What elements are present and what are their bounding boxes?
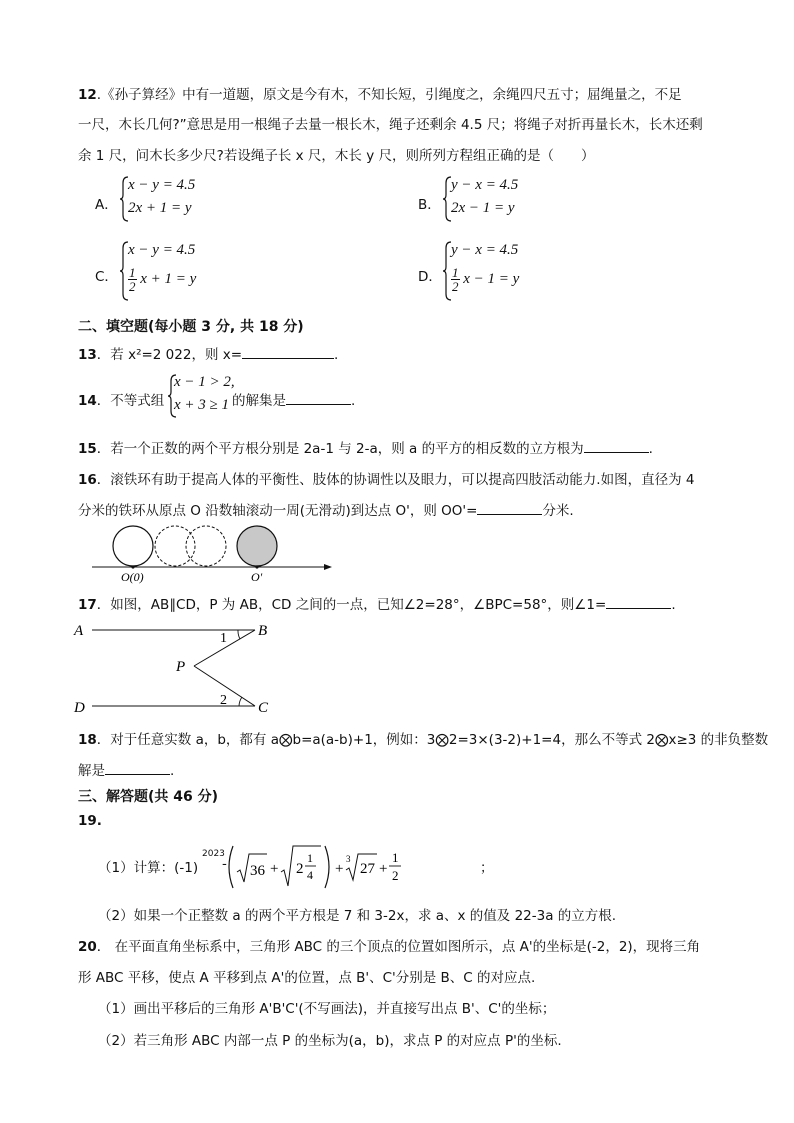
label-c: C (258, 700, 269, 716)
svg-text:2: 2 (296, 861, 304, 877)
option-c-system (120, 240, 240, 302)
section-3-title: 三、解答题(共 46 分) (78, 789, 219, 805)
option-b-eq1: y − x = 4.5 (451, 177, 519, 193)
label-a: A (74, 623, 84, 639)
q17-answer-blank (606, 594, 671, 609)
svg-text:1: 1 (307, 851, 313, 865)
option-d-label: D． (418, 269, 442, 285)
q14-answer-blank (286, 390, 351, 405)
option-d-eq2: $\frac{1}{2}$ x − 1 = y (452, 265, 520, 294)
q13-answer-blank (242, 344, 334, 359)
svg-text:4: 4 (307, 868, 313, 882)
q18-line2: 解是 . (78, 759, 174, 779)
q16-answer-blank (477, 500, 542, 515)
option-a-label: A． (95, 197, 118, 213)
label-d: D (74, 700, 85, 716)
label-o: O(0) (121, 570, 144, 584)
hoop-rolling-2 (186, 526, 226, 566)
q19-part2: （2）如果一个正整数 a 的两个平方根是 7 和 3-2x，求 a、x 的值及 22-3a 的立方根. (98, 908, 617, 924)
q14-eq2: x + 3 ≥ 1 (174, 397, 230, 413)
q16-line2: 分米的铁环从原点 O 沿数轴滚动一周(无滑动)到达点 O'，则 OO'= 分米. (78, 499, 574, 519)
q12-number: 12 (78, 87, 97, 103)
option-a-eq2: 2x + 1 = y (128, 200, 192, 216)
label-o-prime: O' (251, 570, 263, 584)
q20-line1: 20． 在平面直角坐标系中，三角形 ABC 的三个顶点的位置如图所示，点 A'的坐标是(-2，2)，现将三角 (78, 939, 701, 955)
svg-text:+: + (335, 861, 344, 877)
label-angle-1: 1 (220, 631, 227, 646)
q15: 15．若一个正数的两个平方根分别是 2a-1 与 2-a，则 a 的平方的相反数的立方根为 . (78, 437, 653, 457)
parallel-lines-figure (72, 618, 282, 716)
q15-answer-blank (584, 438, 649, 453)
q19-number: 19. (78, 813, 102, 829)
q12-line1: 12.《孙子算经》中有一道题，原文是今有木，不知长短，引绳度之，余绳四尺五寸；屈绳量之，不足 (78, 87, 682, 103)
q14-label: 14．不等式组 (78, 393, 165, 409)
q18-answer-blank (105, 760, 170, 775)
option-d-system (443, 240, 563, 302)
svg-text:36: 36 (250, 863, 265, 879)
section-2-title: 二、填空题(每小题 3 分, 共 18 分) (78, 319, 304, 335)
hoop-rolling-1 (155, 526, 195, 566)
q20-part1: （1）画出平移后的三角形 A'B'C'(不写画法)，并直接写出点 B'、C'的坐标； (98, 1001, 556, 1017)
q17: 17．如图，AB∥CD，P 为 AB，CD 之间的一点，已知∠2=28°，∠BPC=58°，则∠1= . (78, 593, 676, 613)
q16-line1: 16．滚铁环有助于提高人体的平衡性、肢体的协调性以及眼力，可以提高四肢活动能力.如图，直径为 4 (78, 472, 695, 488)
q14-system (168, 373, 238, 419)
option-b-system (443, 175, 563, 223)
q12-line2: 一尺，木长几何?”意思是用一根绳子去量一根长木，绳子还剩余 4.5 尺；将绳子对折再量长木，长木还剩 (78, 117, 703, 133)
svg-text:27: 27 (360, 861, 375, 877)
q20-part2: （2）若三角形 ABC 内部一点 P 的坐标为(a，b)，求点 P 的对应点 P'的坐标. (98, 1033, 562, 1049)
hoop-figure (88, 522, 338, 584)
option-d-eq1: y − x = 4.5 (451, 242, 519, 258)
svg-text:2: 2 (392, 868, 399, 883)
q20-line2: 形 ABC 平移，使点 A 平移到点 A'的位置，点 B'、C'分别是 B、C 的对应点. (78, 970, 536, 986)
option-c-label: C． (95, 269, 118, 285)
q13: 13．若 x²=2 022，则 x= . (78, 343, 338, 363)
hoop-start (113, 526, 153, 566)
label-angle-2: 2 (220, 693, 227, 708)
svg-text:+: + (270, 861, 279, 877)
svg-text:3: 3 (346, 854, 351, 864)
option-b-label: B． (418, 197, 441, 213)
label-b: B (258, 623, 268, 639)
q14-tail: 的解集是 . (232, 389, 355, 409)
hoop-end (237, 526, 277, 566)
label-p: P (176, 659, 186, 675)
option-c-eq1: x − y = 4.5 (128, 242, 196, 258)
q14-eq1: x − 1 > 2, (174, 374, 235, 390)
q18-line1: 18．对于任意实数 a，b，都有 a⨂b=a(a-b)+1，例如：3⨂2=3×(3-2)+1=4，那么不等式 2⨂x≥3 的非负整数 (78, 732, 769, 748)
option-b-eq2: 2x − 1 = y (451, 200, 515, 216)
option-a-system (120, 175, 240, 223)
q19-expression (225, 842, 415, 892)
q12-line3: 余 1 尺，问木长多少尺?若设绳子长 x 尺，木长 y 尺，则所列方程组正确的是（ ） (78, 148, 595, 164)
svg-text:1: 1 (392, 850, 399, 865)
svg-text:+: + (379, 861, 388, 877)
option-a-eq1: x − y = 4.5 (128, 177, 196, 193)
option-c-eq2: $\frac{1}{2}$ x + 1 = y (129, 265, 197, 294)
